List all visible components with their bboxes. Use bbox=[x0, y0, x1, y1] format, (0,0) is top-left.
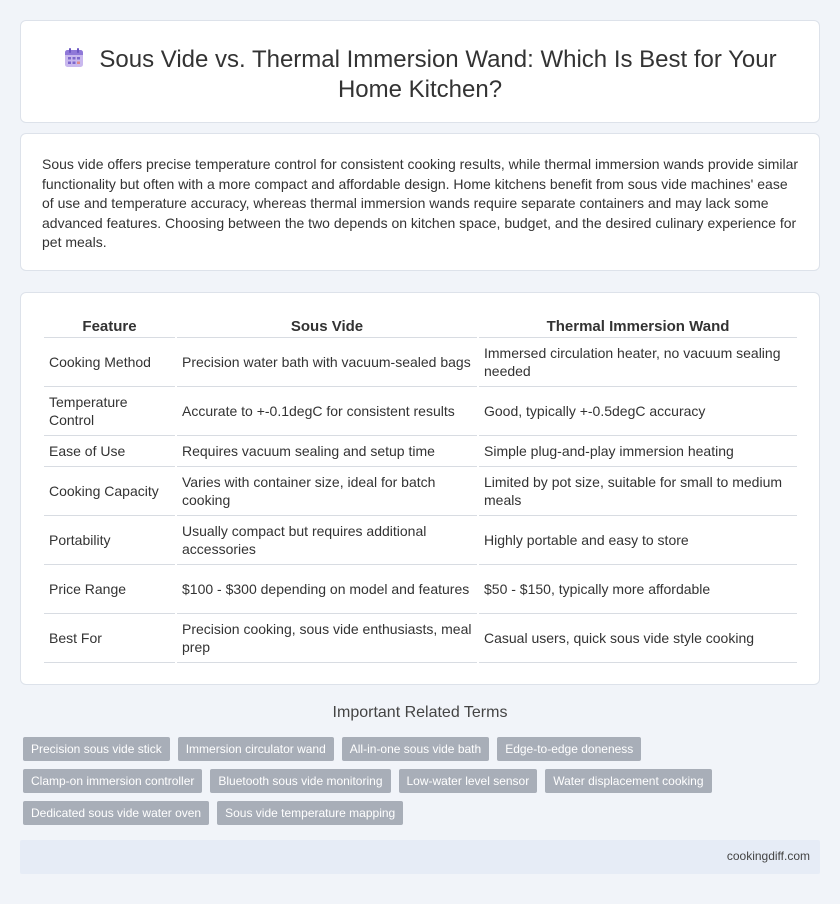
header-sous-vide: Sous Vide bbox=[177, 317, 477, 338]
row-feature: Cooking Capacity bbox=[44, 467, 175, 516]
footer-site-link[interactable]: cookingdiff.com bbox=[726, 849, 810, 863]
related-term-tag[interactable]: Bluetooth sous vide monitoring bbox=[210, 769, 390, 793]
related-term-tag[interactable]: Clamp-on immersion controller bbox=[23, 769, 202, 793]
page-title bbox=[21, 45, 819, 105]
related-term-tag[interactable]: Sous vide temperature mapping bbox=[217, 801, 403, 825]
calendar-icon bbox=[63, 47, 85, 69]
header-thermal-wand: Thermal Immersion Wand bbox=[479, 317, 797, 338]
row-thermal-wand: Casual users, quick sous vide style cooking bbox=[479, 614, 797, 663]
row-feature: Ease of Use bbox=[44, 436, 175, 467]
related-term-tag[interactable]: Precision sous vide stick bbox=[23, 737, 170, 761]
row-feature: Best For bbox=[44, 614, 175, 663]
row-sous-vide: Usually compact but requires additional accessories bbox=[177, 516, 477, 565]
comparison-card bbox=[20, 292, 820, 685]
row-sous-vide: $100 - $300 depending on model and features bbox=[177, 565, 477, 614]
header-feature: Feature bbox=[44, 317, 175, 338]
row-sous-vide: Precision water bath with vacuum-sealed bags bbox=[177, 338, 477, 387]
table-row bbox=[44, 516, 797, 565]
row-feature: Temperature Control bbox=[44, 387, 175, 436]
related-term-tag[interactable]: Low-water level sensor bbox=[399, 769, 538, 793]
title-card bbox=[20, 20, 820, 123]
comparison-table bbox=[42, 317, 799, 663]
related-terms-tags bbox=[23, 737, 823, 825]
row-thermal-wand: Highly portable and easy to store bbox=[479, 516, 797, 565]
table-row bbox=[44, 467, 797, 516]
row-sous-vide: Accurate to +-0.1degC for consistent results bbox=[177, 387, 477, 436]
related-term-tag[interactable]: Edge-to-edge doneness bbox=[497, 737, 641, 761]
row-feature: Cooking Method bbox=[44, 338, 175, 387]
row-sous-vide: Precision cooking, sous vide enthusiasts, meal prep bbox=[177, 614, 477, 663]
row-feature: Price Range bbox=[44, 565, 175, 614]
table-header-row bbox=[44, 317, 797, 338]
row-feature: Portability bbox=[44, 516, 175, 565]
row-thermal-wand: Simple plug-and-play immersion heating bbox=[479, 436, 797, 467]
intro-card bbox=[20, 133, 820, 271]
related-terms-title: Important Related Terms bbox=[332, 704, 508, 721]
row-thermal-wand: Good, typically +-0.5degC accuracy bbox=[479, 387, 797, 436]
table-row bbox=[44, 436, 797, 467]
related-term-tag[interactable]: Dedicated sous vide water oven bbox=[23, 801, 209, 825]
row-sous-vide: Varies with container size, ideal for batch cooking bbox=[177, 467, 477, 516]
row-thermal-wand: $50 - $150, typically more affordable bbox=[479, 565, 797, 614]
row-thermal-wand: Immersed circulation heater, no vacuum sealing needed bbox=[479, 338, 797, 387]
table-row bbox=[44, 387, 797, 436]
row-sous-vide: Requires vacuum sealing and setup time bbox=[177, 436, 477, 467]
row-thermal-wand: Limited by pot size, suitable for small to medium meals bbox=[479, 467, 797, 516]
table-row bbox=[44, 338, 797, 387]
footer bbox=[20, 840, 820, 874]
related-term-tag[interactable]: Water displacement cooking bbox=[545, 769, 711, 793]
page-title-text: Sous Vide vs. Thermal Immersion Wand: Which Is Best for Your Home Kitchen? bbox=[99, 46, 777, 103]
related-term-tag[interactable]: All-in-one sous vide bath bbox=[342, 737, 489, 761]
intro-paragraph: Sous vide offers precise temperature control for consistent cooking results, while thermal immersion wands provide similar functionality but often with a more compact and affordable design. Home kitchens benefit from sous vide machines' ease of use and temperature accuracy, whereas thermal immersion wands require separate containers and may lack some advanced features. Choosing between the two depends on kitchen space, budget, and the desired culinary experience for pet meals. bbox=[42, 156, 799, 250]
related-term-tag[interactable]: Immersion circulator wand bbox=[178, 737, 334, 761]
table-row bbox=[44, 614, 797, 663]
table-row bbox=[44, 565, 797, 614]
